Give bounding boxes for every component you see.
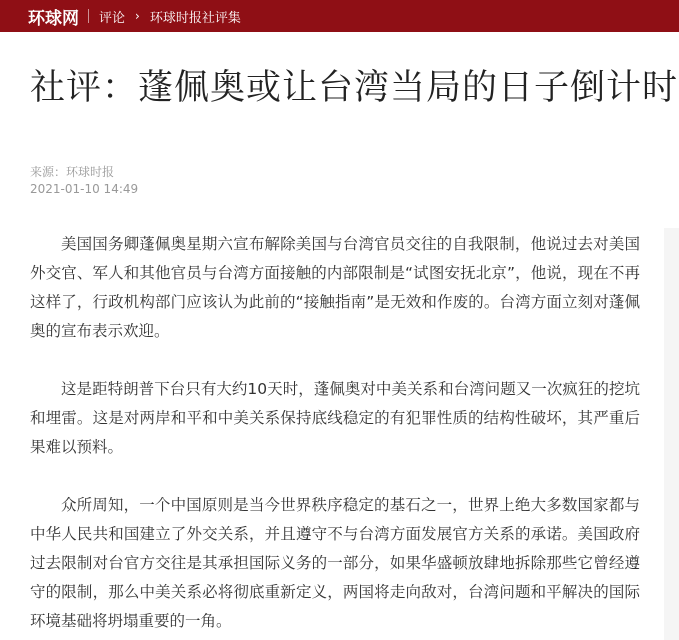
article-paragraph-2: 这是距特朗普下台只有大约10天时，蓬佩奥对中美关系和台湾问题又一次疯狂的挖坑和埋雷。这是对两岸和平和中美关系保持底线稳定的有犯罪性质的结构性破坏，其严重后果难以预料。 xyxy=(30,380,640,456)
site-logo[interactable]: 环球网 xyxy=(28,8,79,29)
top-nav-bar xyxy=(0,0,679,32)
article-paragraph-3: 众所周知，一个中国原则是当今世界秩序稳定的基石之一，世界上绝大多数国家都与中华人民共和国建立了外交关系，并且遵守不与台湾方面发展官方关系的承诺。美国政府过去限制对台官方交往是其承担国际义务的一部分，如果华盛顿放肆地拆除那些它曾经遵守的限制，那么中美关系必将彻底重新定义，两国将走向敌对，台湾问题和平解决的国际环境基础将坍塌重要的一角。 xyxy=(30,496,640,630)
breadcrumb-comment[interactable]: 评论 xyxy=(99,10,126,26)
chevron-right-icon: › xyxy=(135,9,140,23)
right-sidebar-edge xyxy=(664,228,679,640)
article-source: 来源：环球时报 xyxy=(30,165,115,179)
breadcrumb-editorials[interactable]: 环球时报社评集 xyxy=(149,10,241,26)
article-title: 社评：蓬佩奥或让台湾当局的日子倒计时 xyxy=(30,68,679,108)
article-date: 2021-01-10 14:49 xyxy=(30,182,139,196)
article-paragraph-1: 美国国务卿蓬佩奥星期六宣布解除美国与台湾官员交往的自我限制，他说过去对美国外交官、军人和其他官员与台湾方面接触的内部限制是“试图安抚北京”，他说，现在不再这样了，行政机构部门应该认为此前的“接触指南”是无效和作废的。台湾方面立刻对蓬佩奥的宣布表示欢迎。 xyxy=(30,235,640,340)
nav-divider xyxy=(88,9,89,23)
article-body xyxy=(30,230,640,640)
